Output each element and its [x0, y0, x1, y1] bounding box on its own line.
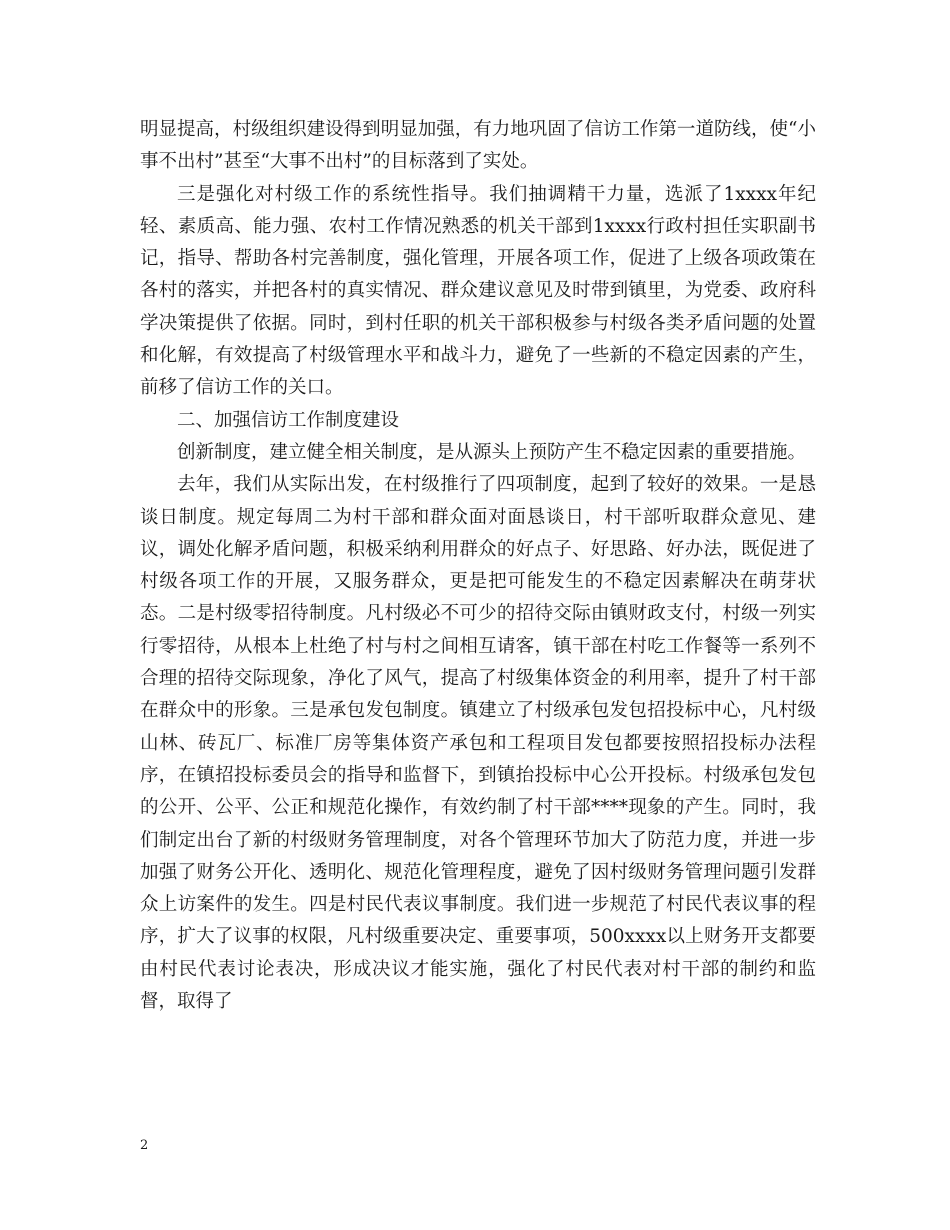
- section-heading: 二、加强信访工作制度建设: [177, 409, 400, 431]
- paragraph-2: 三是强化对村级工作的系统性指导。我们抽调精干力量，选派了1xxxx年纪轻、素质高、能力强、农村工作情况熟悉的机关干部到1xxxx行政村担任实职副书记，指导、帮助各村完善制度，强化管理，开展各项工作，促进了上级各项政策在各村的落实，并把各村的真实情况、群众建议意见及时带到镇里，为党委、政府科学决策提供了依据。同时，到村任职的机关干部积极参与村级各类矛盾问题的处置和化解，有效提高了村级管理水平和战斗力，避免了一些新的不稳定因素的产生，前移了信访工作的关口。: [140, 183, 816, 399]
- page-number: 2: [140, 1138, 149, 1153]
- document-body: [140, 114, 816, 1018]
- paragraph-3: 创新制度，建立健全相关制度，是从源头上预防产生不稳定因素的重要措施。: [177, 441, 807, 463]
- paragraph-1: 明显提高，村级组织建设得到明显加强，有力地巩固了信访工作第一道防线，使“小事不出村”甚至“大事不出村”的目标落到了实处。: [140, 119, 816, 173]
- paragraph-4: 去年，我们从实际出发，在村级推行了四项制度，起到了较好的效果。一是恳谈日制度。规定每周二为村干部和群众面对面恳谈日，村干部听取群众意见、建议，调处化解矛盾问题，积极采纳利用群众的好点子、好思路、好办法，既促进了村级各项工作的开展，又服务群众，更是把可能发生的不稳定因素解决在萌芽状态。二是村级零招待制度。凡村级必不可少的招待交际由镇财政支付，村级一列实行零招待，从根本上杜绝了村与村之间相互请客，镇干部在村吃工作餐等一系列不合理的招待交际现象，净化了风气，提高了村级集体资金的利用率，提升了村干部在群众中的形象。三是承包发包制度。镇建立了村级承包发包招投标中心，凡村级山林、砖瓦厂、标准厂房等集体资产承包和工程项目发包都要按照招投标办法程序，在镇招投标委员会的指导和监督下，到镇抬投标中心公开投标。村级承包发包的公开、公平、公正和规范化操作，有效约制了村干部****现象的产生。同时，我们制定出台了新的村级财务管理制度，对各个管理环节加大了防范力度，并进一步加强了财务公开化、透明化、规范化管理程度，避免了因村级财务管理问题引发群众上访案件的发生。四是村民代表议事制度。我们进一步规范了村民代表议事的程序，扩大了议事的权限，凡村级重要决定、重要事项，500xxxx以上财务开支都要由村民代表讨论表决，形成决议才能实施，强化了村民代表对村干部的制约和监督，取得了: [140, 474, 816, 1013]
